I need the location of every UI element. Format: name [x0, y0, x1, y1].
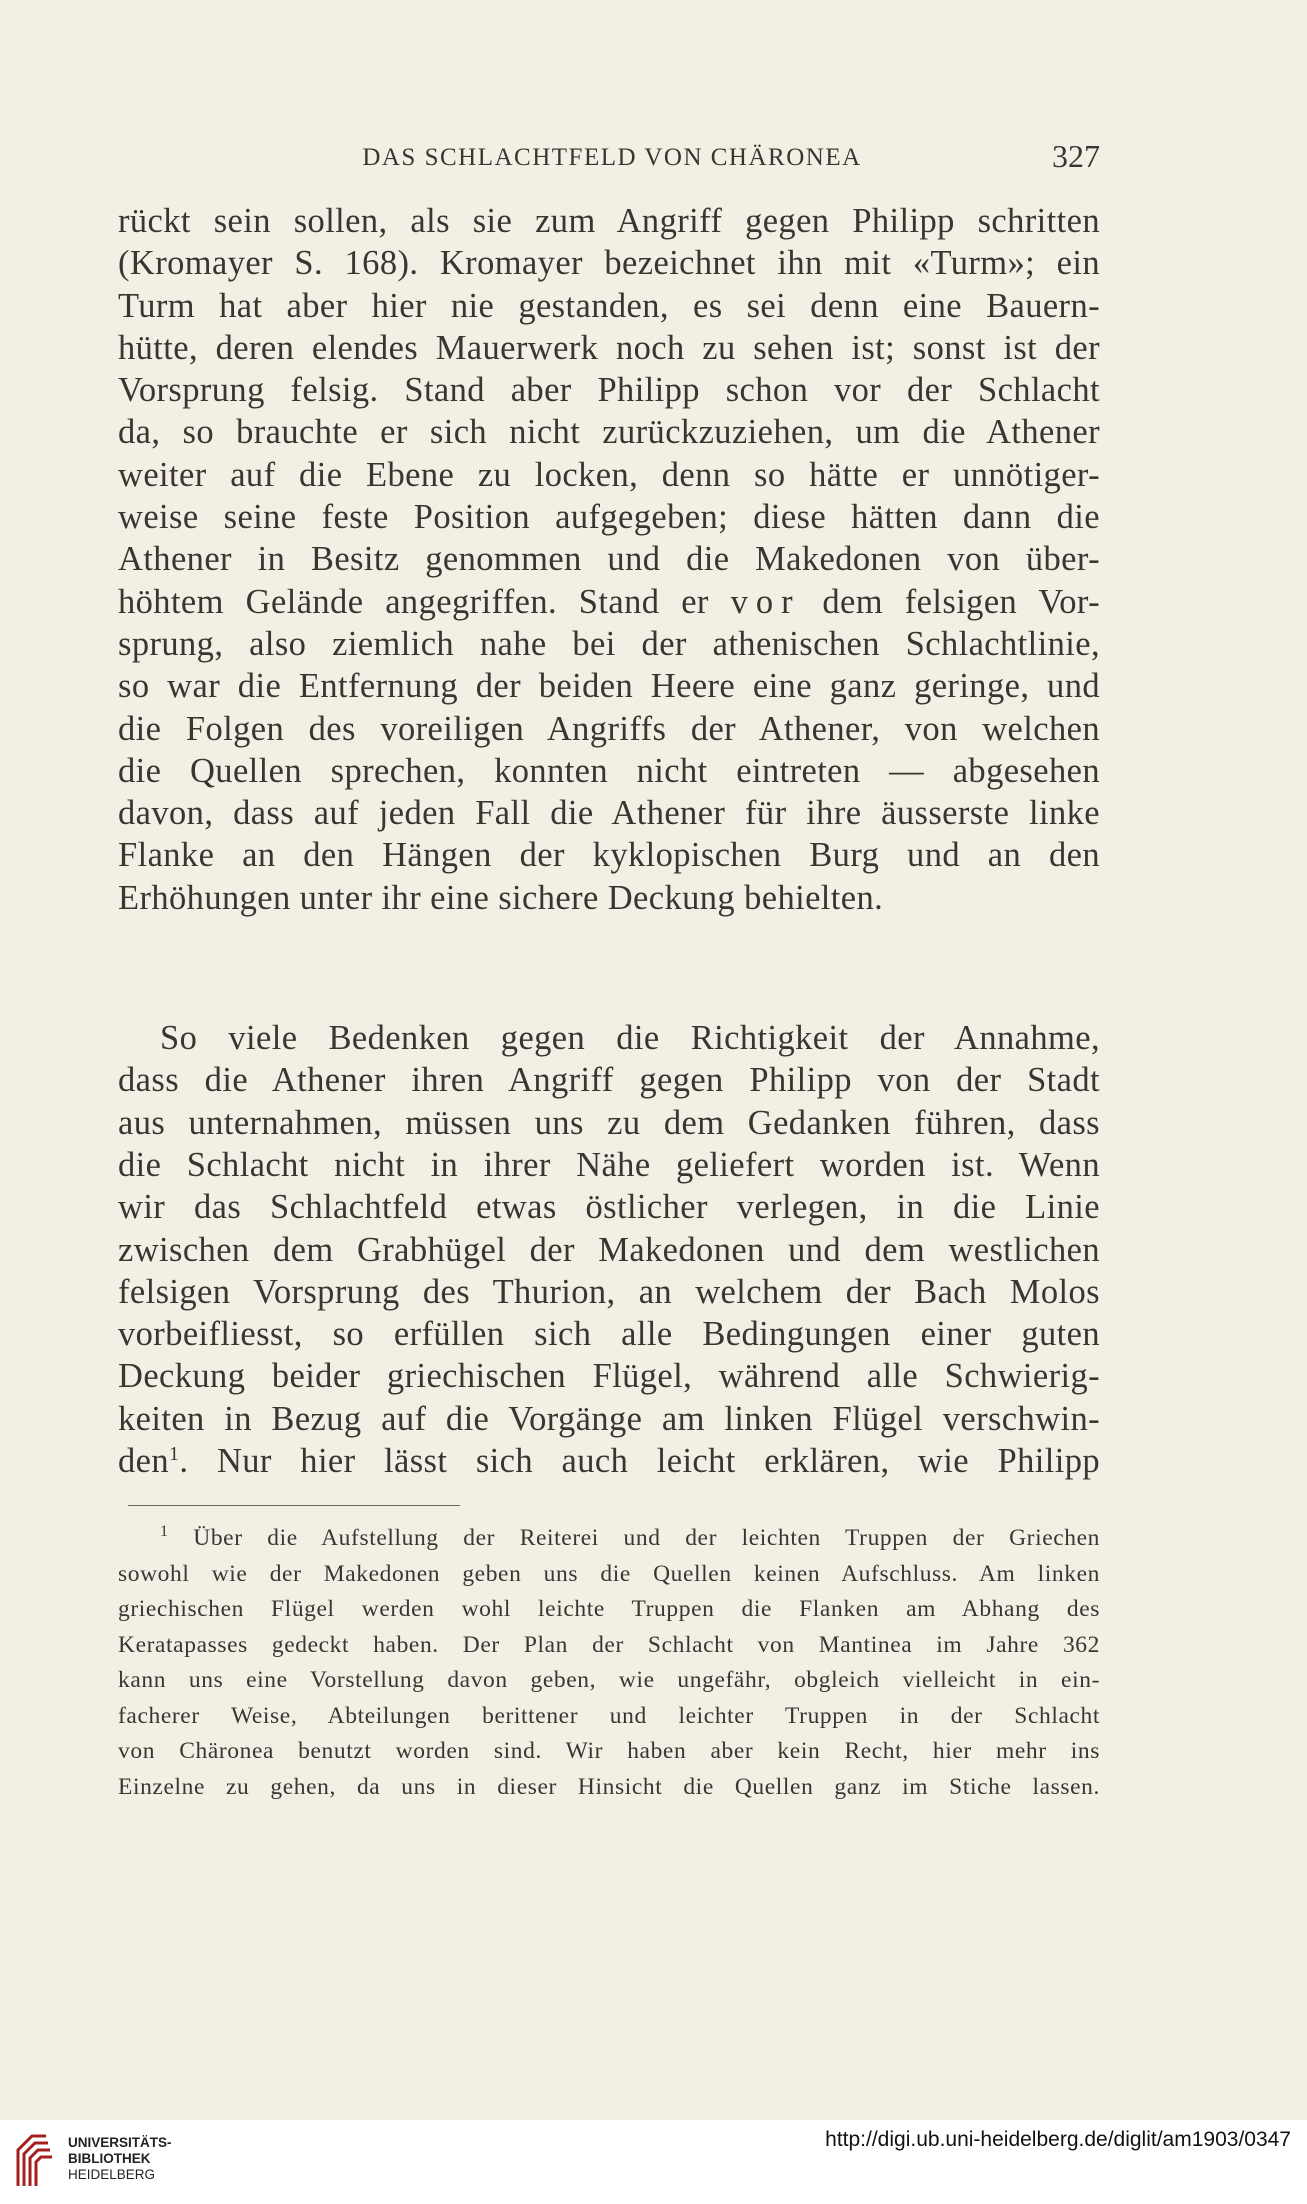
text-line: (Kromayer S. 168). Kromayer bezeichnet ihn mit «Turm»; ein: [118, 244, 1100, 283]
footnote-line: kann uns eine Vorstellung davon geben, wie ungefähr, obgleich vielleicht in ein-: [118, 1667, 1100, 1693]
body-text: [118, 200, 1100, 1482]
text-line: Vorsprung felsig. Stand aber Philipp schon vor der Schlacht: [118, 371, 1100, 410]
text-line: dass die Athener ihren Angriff gegen Philipp von der Stadt: [118, 1061, 1100, 1100]
text-line: So viele Bedenken gegen die Richtigkeit der Annahme,: [160, 1019, 1100, 1058]
text-line: wir das Schlachtfeld etwas östlicher verlegen, in die Linie: [118, 1188, 1100, 1227]
page-number: 327: [1052, 138, 1100, 174]
text-segment: den: [118, 1442, 170, 1481]
footnote-divider: [128, 1505, 460, 1506]
library-name-line: HEIDELBERG: [68, 2167, 156, 2182]
paragraph-1: [118, 200, 1100, 919]
text-line: die Schlacht nicht in ihrer Nähe geliefert worden ist. Wenn: [118, 1145, 1100, 1184]
text-line: weise seine feste Position aufgegeben; diese hätten dann die: [118, 498, 1100, 537]
text-line: die Folgen des voreiligen Angriffs der Athener, von welchen: [118, 709, 1100, 748]
text-segment: dem felsigen Vor-: [800, 582, 1100, 621]
digitization-footer: [0, 2120, 1307, 2204]
text-line: rückt sein sollen, als sie zum Angriff gegen Philipp schritten: [118, 202, 1100, 240]
library-name-line: BIBLIOTHEK: [68, 2151, 151, 2166]
library-name-line: UNIVERSITÄTS-: [68, 2135, 172, 2150]
library-logo-icon[interactable]: [14, 2132, 54, 2190]
footnote: [118, 1521, 1100, 1805]
text-segment: Über die Aufstellung der Reiterei und der leichten Truppen der Griechen: [193, 1525, 1100, 1551]
footnote-line: sowohl wie der Makedonen geben uns die Quellen keinen Aufschluss. Am linken: [118, 1560, 1100, 1587]
footnote-line: [118, 1521, 1100, 1557]
text-line: Flanke an den Hängen der kyklopischen Burg und an den: [118, 836, 1100, 875]
text-line: Athener in Besitz genommen und die Makedonen von über-: [118, 540, 1100, 579]
text-line: felsigen Vorsprung des Thurion, an welchem der Bach Molos: [118, 1272, 1100, 1311]
text-segment: höhtem Gelände angegriffen. Stand er: [118, 582, 731, 621]
text-line: vorbeifliesst, so erfüllen sich alle Bedingungen einer guten: [118, 1315, 1100, 1354]
text-line: Erhöhungen unter ihr eine sichere Deckung behielten.: [118, 878, 884, 917]
paragraph-2: [118, 1017, 1100, 1482]
footnote-marker: 1: [160, 1523, 169, 1540]
footnote-line: Einzelne zu gehen, da uns in dieser Hinsicht die Quellen ganz im Stiche lassen.: [118, 1773, 1100, 1800]
permalink-url[interactable]: http://digi.ub.uni-heidelberg.de/diglit/am1903/0347: [825, 2128, 1291, 2151]
text-line: keiten in Bezug auf die Vorgänge am linken Flügel verschwin-: [118, 1399, 1100, 1438]
footnote-line: Keratapasses gedeckt haben. Der Plan der Schlacht von Mantinea im Jahre 362: [118, 1631, 1100, 1658]
text-line: [118, 1440, 1100, 1482]
text-line: Turm hat aber hier nie gestanden, es sei denn eine Bauern-: [118, 286, 1100, 325]
text-line: weiter auf die Ebene zu locken, denn so hätte er unnötiger-: [118, 455, 1100, 494]
footnote-line: von Chäronea benutzt worden sind. Wir haben aber kein Recht, hier mehr ins: [118, 1738, 1100, 1764]
text-line: zwischen dem Grabhügel der Makedonen und dem westlichen: [118, 1230, 1100, 1269]
text-line: die Quellen sprechen, konnten nicht eintreten — abgesehen: [118, 751, 1100, 790]
footnote-line: griechischen Flügel werden wohl leichte Truppen die Flanken am Abhang des: [118, 1596, 1100, 1622]
text-line: da, so brauchte er sich nicht zurückzuziehen, um die Athener: [118, 413, 1100, 452]
text-line: Deckung beider griechischen Flügel, während alle Schwierig-: [118, 1357, 1100, 1396]
text-line: hütte, deren elendes Mauerwerk noch zu sehen ist; sonst ist der: [118, 328, 1100, 367]
text-line: so war die Entfernung der beiden Heere eine ganz geringe, und: [118, 667, 1100, 706]
text-line: [118, 581, 1100, 623]
footnote-reference[interactable]: 1: [169, 1443, 180, 1466]
running-head: [124, 138, 1100, 182]
library-name[interactable]: [68, 2135, 172, 2183]
text-line: sprung, also ziemlich nahe bei der athenischen Schlachtlinie,: [118, 624, 1100, 663]
footnote-line: facherer Weise, Abteilungen berittener und leichter Truppen in der Schlacht: [118, 1702, 1100, 1729]
text-line: davon, dass auf jeden Fall die Athener für ihre äusserste linke: [118, 794, 1100, 833]
text-line: aus unternahmen, müssen uns zu dem Gedanken führen, dass: [118, 1103, 1100, 1142]
emphasized-word: vor: [730, 582, 801, 621]
running-title: DAS SCHLACHTFELD VON CHÄRONEA: [362, 144, 862, 171]
text-segment: . Nur hier lässt sich auch leicht erklären, wie Philipp: [179, 1442, 1100, 1481]
